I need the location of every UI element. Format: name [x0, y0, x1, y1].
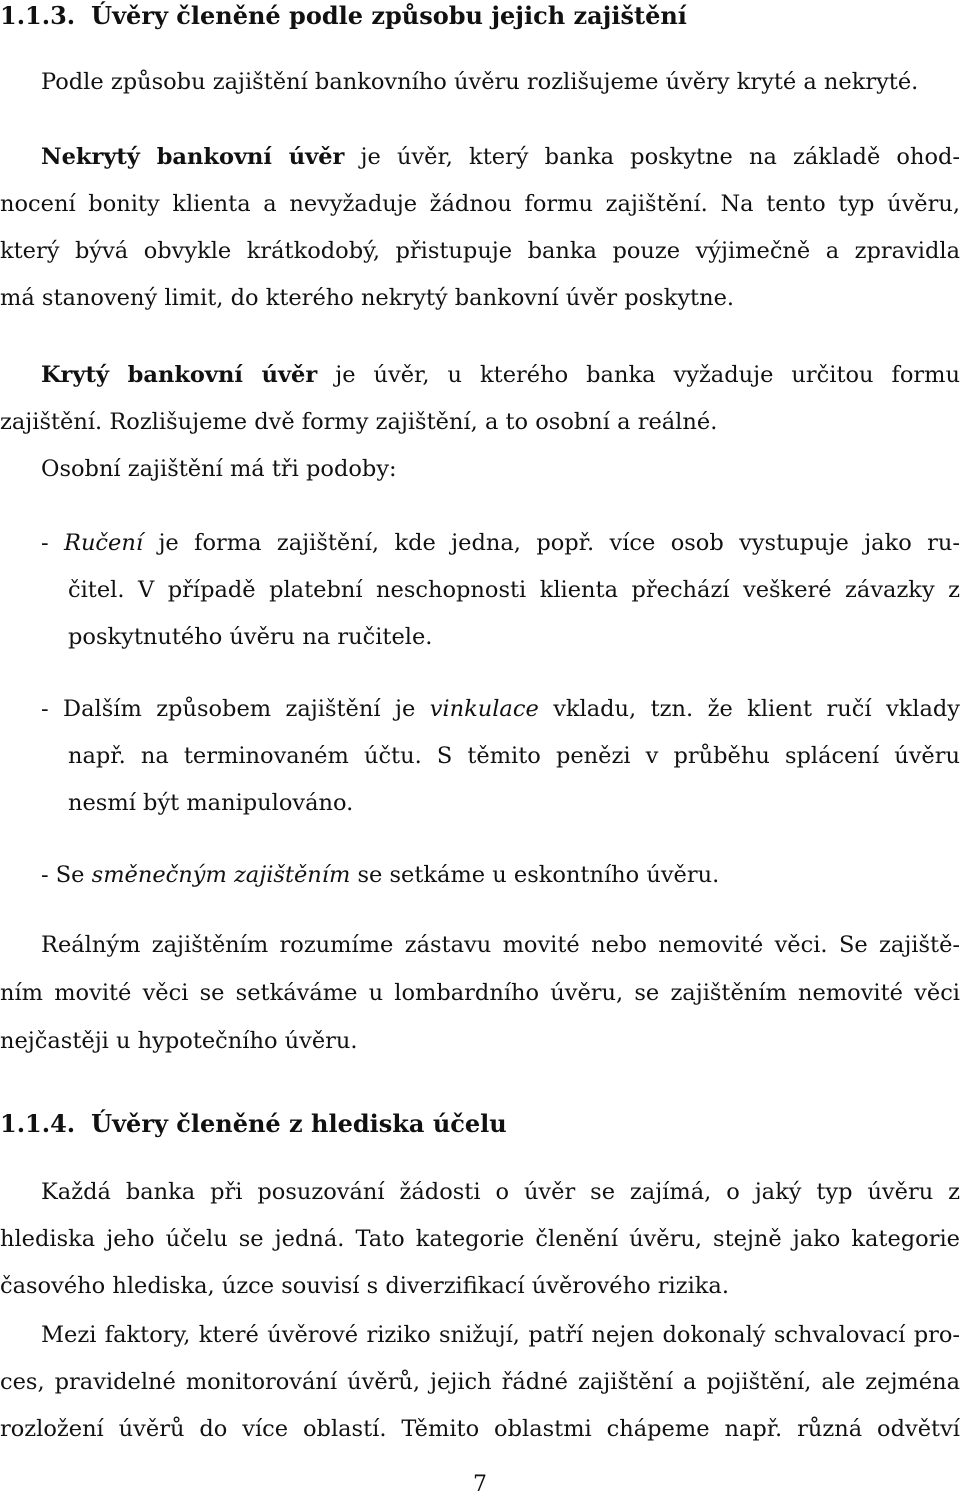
paragraph-line: zajištění. Rozlišujeme dvě formy zajištění, a to osobní a reálné. — [0, 409, 718, 435]
term-italic: Ručení — [64, 530, 144, 556]
intro-line: Podle způsobu zajištění bankovního úvěru rozlišujeme úvěry kryté a nekryté. — [41, 69, 919, 95]
text-run: se setkáme u eskontního úvěru. — [357, 862, 720, 888]
section-heading-1-1-4 — [0, 1108, 507, 1140]
section-heading-1-1-3 — [0, 0, 687, 32]
list-dash: - — [41, 530, 49, 556]
paragraph-line: ním movité věci se setkáváme u lombardního úvěru, se zajištěním nemovité věci — [0, 980, 960, 1006]
paragraph-line: Osobní zajištění má tři podoby: — [41, 456, 397, 482]
list-item-line: čitel. V případě platební neschopnosti klienta přechází veškeré závazky z — [68, 577, 960, 603]
list-item-line: např. na terminovaném účtu. S těmito penězi v průběhu splácení úvěru — [68, 743, 960, 769]
paragraph-line — [41, 142, 960, 172]
text-run: je úvěr, který banka poskytne na základě ohod- — [360, 144, 960, 170]
section-number: 1.1.3. — [0, 1, 76, 30]
term-bold: Nekrytý bankovní úvěr — [41, 144, 345, 170]
list-item-smenecne — [41, 860, 960, 890]
paragraph-line: Mezi faktory, které úvěrové riziko snižují, patří nejen dokonalý schvalovací pro- — [41, 1322, 960, 1348]
paragraph-line: rozložení úvěrů do více oblastí. Těmito oblastmi chápeme např. různá odvětví — [0, 1416, 960, 1442]
paragraph-line: nejčastěji u hypotečního úvěru. — [0, 1028, 358, 1054]
text-run: vkladu, tzn. že klient ručí vklady — [553, 696, 960, 722]
text-run: je úvěr, u kterého banka vyžaduje určitou formu — [335, 362, 960, 388]
term-bold: Krytý bankovní úvěr — [41, 362, 318, 388]
paragraph-line: Každá banka při posuzování žádosti o úvěr se zajímá, o jaký typ úvěru z — [41, 1179, 960, 1205]
list-dash: - — [41, 862, 49, 888]
list-dash: - — [41, 696, 49, 722]
term-italic: vinkulace — [429, 696, 539, 722]
text-run: Se — [55, 862, 85, 888]
paragraph-line: ces, pravidelné monitorování úvěrů, jejich řádné zajištění a pojištění, ale zejména — [0, 1369, 960, 1395]
section-number: 1.1.4. — [0, 1109, 76, 1138]
section-title: Úvěry členěné z hlediska účelu — [91, 1109, 507, 1138]
paragraph-line: který bývá obvykle krátkodobý, přistupuje banka pouze výjimečně a zpravidla — [0, 238, 960, 264]
text-run: Dalším způsobem zajištění je — [63, 696, 416, 722]
paragraph-line: hlediska jeho účelu se jedná. Tato kategorie členění úvěru, stejně jako kategorie — [0, 1226, 960, 1252]
section-title: Úvěry členěné podle způsobu jejich zajištění — [91, 1, 687, 30]
list-item-ruceni — [41, 528, 960, 558]
paragraph-line: nocení bonity klienta a nevyžaduje žádnou formu zajištění. Na tento typ úvěru, — [0, 191, 960, 217]
list-item-line: nesmí být manipulováno. — [68, 790, 354, 816]
list-item-line: poskytnutého úvěru na ručitele. — [68, 624, 433, 650]
page-number: 7 — [473, 1472, 487, 1497]
paragraph-line — [41, 360, 960, 390]
paragraph-line: Reálným zajištěním rozumíme zástavu movité nebo nemovité věci. Se zajiště- — [41, 932, 960, 958]
text-run: je forma zajištění, kde jedna, popř. více osob vystupuje jako ru- — [158, 530, 960, 556]
term-italic: směnečným zajištěním — [91, 862, 351, 888]
list-item-vinkulace — [41, 694, 960, 724]
paragraph-line: má stanovený limit, do kterého nekrytý bankovní úvěr poskytne. — [0, 285, 735, 311]
paragraph-line: časového hlediska, úzce souvisí s diverzifikací úvěrového rizika. — [0, 1273, 729, 1299]
